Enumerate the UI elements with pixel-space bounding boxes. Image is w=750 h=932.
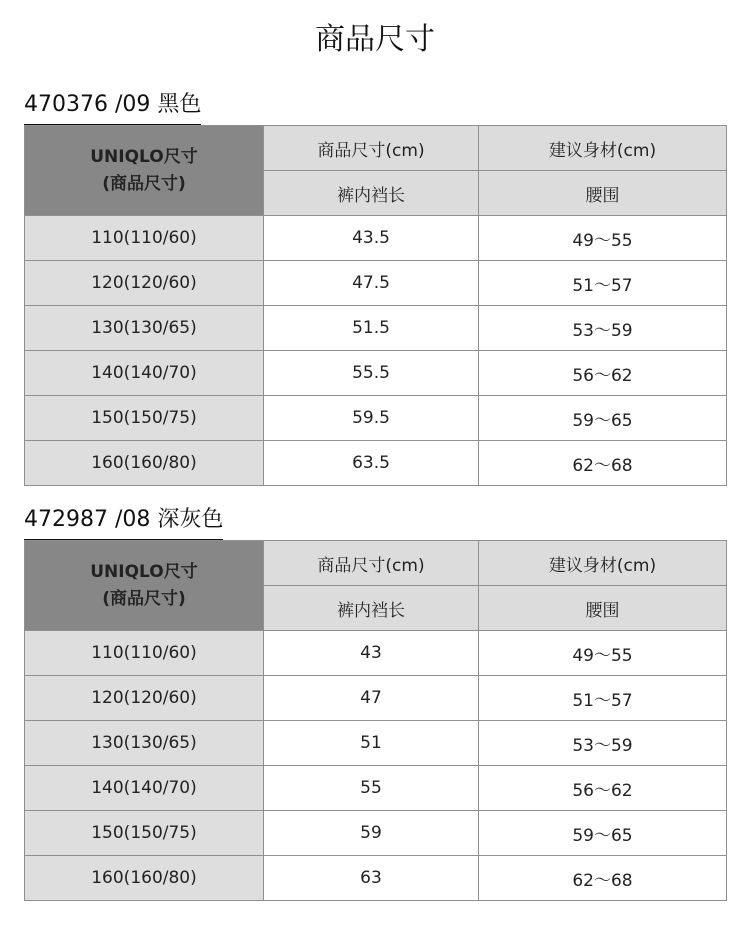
size-cell: 150(150/75) xyxy=(25,811,264,856)
size-cell: 110(110/60) xyxy=(25,216,264,261)
waist-cell: 49～55 xyxy=(479,631,727,676)
inseam-cell: 47.5 xyxy=(264,261,479,306)
size-cell: 160(160/80) xyxy=(25,441,264,486)
waist-cell: 62～68 xyxy=(479,856,727,901)
table-header-row xyxy=(25,126,727,171)
table-row xyxy=(25,351,727,396)
waist-cell: 59～65 xyxy=(479,396,727,441)
waist-cell: 56～62 xyxy=(479,766,727,811)
corner-label-line1: UNIQLO尺寸 xyxy=(90,561,198,582)
inseam-cell: 43.5 xyxy=(264,216,479,261)
table-row xyxy=(25,721,727,766)
table-row xyxy=(25,676,727,721)
page-title: 商品尺寸 xyxy=(315,22,435,57)
size-cell: 160(160/80) xyxy=(25,856,264,901)
body-size-header: 建议身材(cm) xyxy=(479,126,727,171)
size-cell: 130(130/65) xyxy=(25,721,264,766)
size-cell: 140(140/70) xyxy=(25,351,264,396)
table-row xyxy=(25,631,727,676)
waist-cell: 53～59 xyxy=(479,721,727,766)
waist-cell: 56～62 xyxy=(479,351,727,396)
waist-cell: 51～57 xyxy=(479,261,727,306)
inseam-header: 裤内裆长 xyxy=(264,586,479,631)
waist-cell: 62～68 xyxy=(479,441,727,486)
table-row xyxy=(25,216,727,261)
table-row xyxy=(25,261,727,306)
inseam-cell: 55.5 xyxy=(264,351,479,396)
size-cell: 150(150/75) xyxy=(25,396,264,441)
corner-header xyxy=(25,541,264,631)
size-section-472987 xyxy=(24,505,726,901)
corner-header xyxy=(25,126,264,216)
product-size-header: 商品尺寸(cm) xyxy=(264,541,479,586)
table-row xyxy=(25,811,727,856)
size-cell: 140(140/70) xyxy=(25,766,264,811)
size-cell: 120(120/60) xyxy=(25,676,264,721)
waist-header: 腰围 xyxy=(479,171,727,216)
size-table xyxy=(24,540,727,901)
waist-cell: 59～65 xyxy=(479,811,727,856)
inseam-cell: 43 xyxy=(264,631,479,676)
table-row xyxy=(25,396,727,441)
inseam-header: 裤内裆长 xyxy=(264,171,479,216)
corner-label-line2: (商品尺寸) xyxy=(102,588,186,609)
table-header-row xyxy=(25,541,727,586)
waist-cell: 53～59 xyxy=(479,306,727,351)
waist-header: 腰围 xyxy=(479,586,727,631)
waist-cell: 51～57 xyxy=(479,676,727,721)
body-size-header: 建议身材(cm) xyxy=(479,541,727,586)
inseam-cell: 63 xyxy=(264,856,479,901)
table-row xyxy=(25,766,727,811)
size-cell: 130(130/65) xyxy=(25,306,264,351)
inseam-cell: 55 xyxy=(264,766,479,811)
table-row xyxy=(25,441,727,486)
product-heading: 472987 /08 深灰色 xyxy=(24,505,223,540)
corner-label-line1: UNIQLO尺寸 xyxy=(90,146,198,167)
product-heading: 470376 /09 黑色 xyxy=(24,90,201,125)
inseam-cell: 59.5 xyxy=(264,396,479,441)
product-size-header: 商品尺寸(cm) xyxy=(264,126,479,171)
corner-label-line2: (商品尺寸) xyxy=(102,173,186,194)
inseam-cell: 47 xyxy=(264,676,479,721)
inseam-cell: 51.5 xyxy=(264,306,479,351)
inseam-cell: 51 xyxy=(264,721,479,766)
size-cell: 110(110/60) xyxy=(25,631,264,676)
table-row xyxy=(25,856,727,901)
inseam-cell: 63.5 xyxy=(264,441,479,486)
table-row xyxy=(25,306,727,351)
size-table xyxy=(24,125,727,486)
size-cell: 120(120/60) xyxy=(25,261,264,306)
inseam-cell: 59 xyxy=(264,811,479,856)
waist-cell: 49～55 xyxy=(479,216,727,261)
size-section-470376 xyxy=(24,90,726,486)
